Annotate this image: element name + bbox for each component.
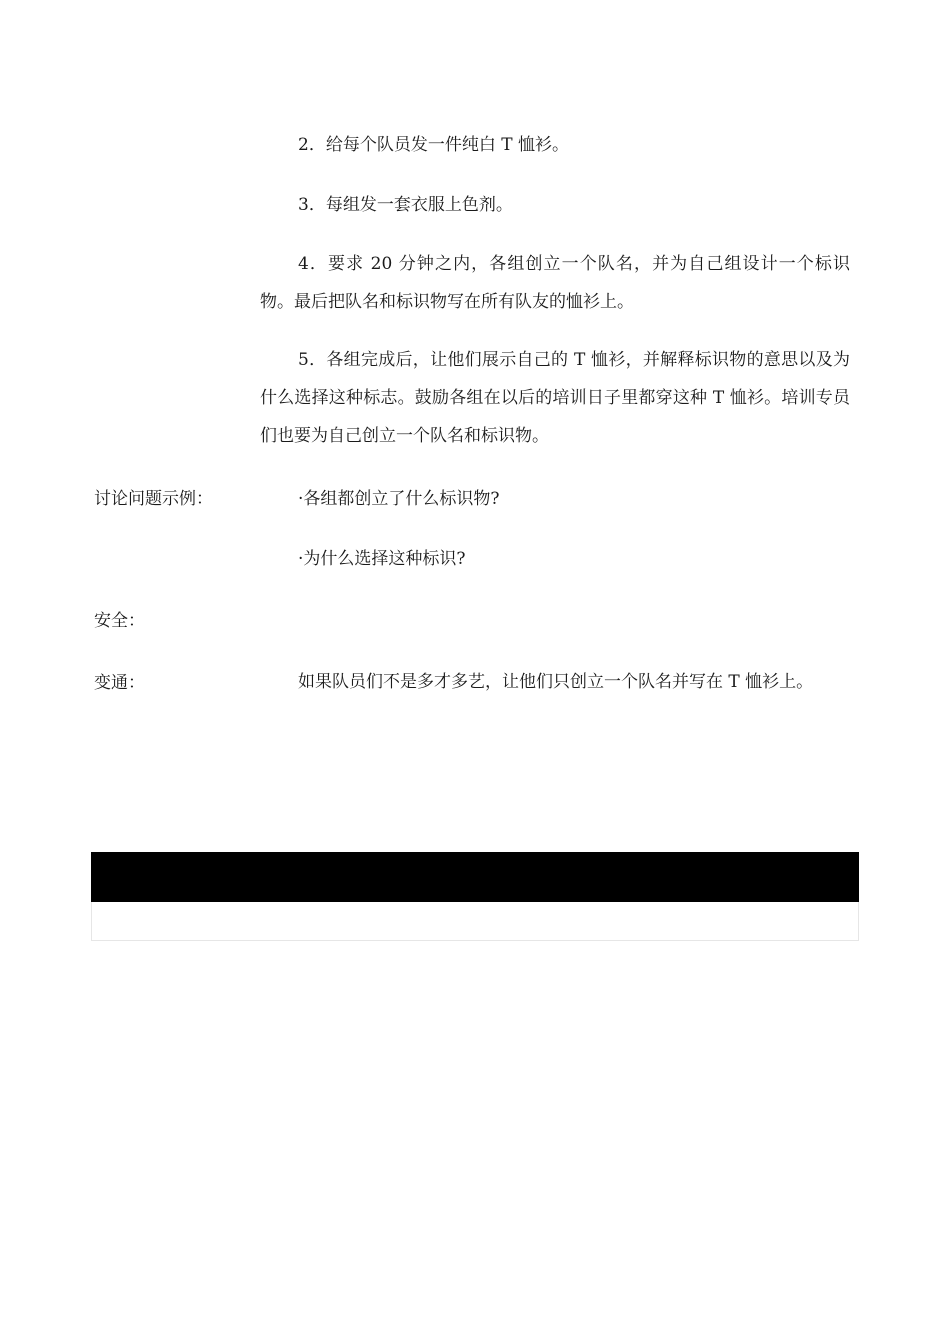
step-3: 3．每组发一套衣服上色剂。: [298, 195, 513, 215]
step-5: 5．各组完成后，让他们展示自己的 T 恤衫，并解释标识物的意思以及为什么选择这种标志。鼓励各组在以后的培训日子里都穿这种 T 恤衫。培训专员们也要为自己创立一个队名和标识物。: [260, 350, 850, 446]
discussion-question-2: ·为什么选择这种标识?: [298, 549, 466, 569]
discussion-question-1: ·各组都创立了什么标识物?: [298, 489, 500, 509]
safety-label: 安全：: [94, 611, 145, 631]
discussion-label: 讨论问题示例：: [94, 489, 213, 509]
step-4: 4．要求 20 分钟之内，各组创立一个队名，并为自己组设计一个标识物。最后把队名和标识物写在所有队友的恤衫上。: [260, 254, 850, 312]
variation-text: 如果队员们不是多才多艺，让他们只创立一个队名并写在 T 恤衫上。: [298, 672, 814, 692]
variation-label: 变通：: [94, 673, 145, 693]
step-2: 2．给每个队员发一件纯白 T 恤衫。: [298, 135, 569, 155]
black-banner: [91, 852, 859, 902]
empty-box: [91, 902, 859, 941]
